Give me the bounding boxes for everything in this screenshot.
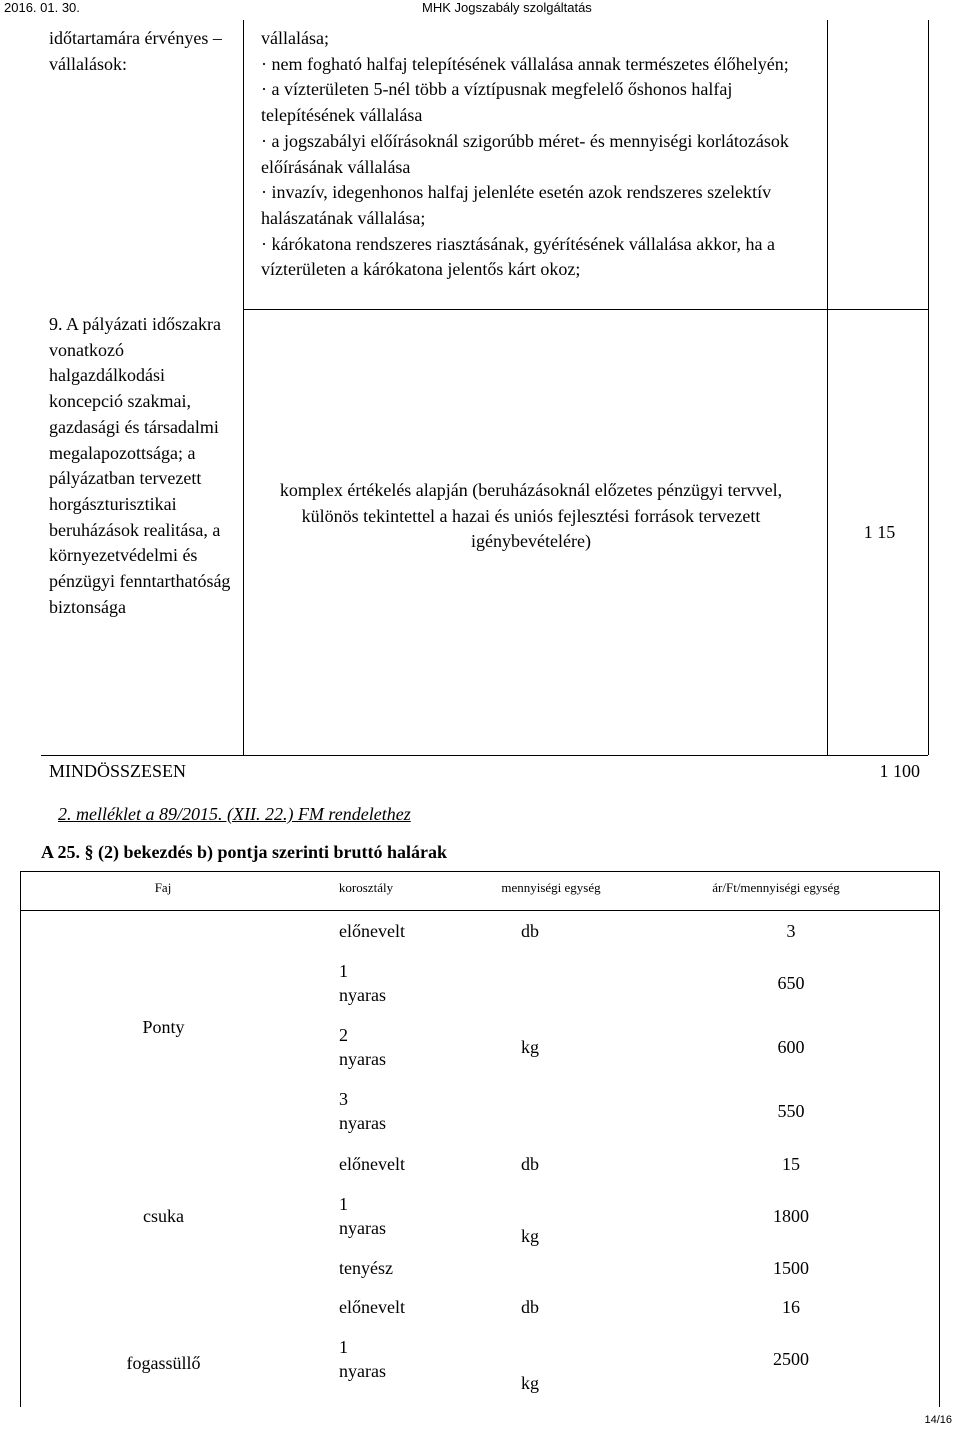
- price: 1800: [773, 1206, 809, 1226]
- col-divider-1: [243, 20, 244, 755]
- unit: kg: [521, 1226, 539, 1246]
- row9-points: 1 15: [863, 522, 896, 542]
- price: 3: [786, 921, 796, 941]
- row8-label: időtartamára érvényes – vállalások:: [49, 28, 222, 74]
- unit: kg: [521, 1373, 539, 1393]
- price: 16: [782, 1297, 800, 1317]
- species-fogassullo: fogassüllő: [126, 1353, 201, 1373]
- row8-commitments: [261, 26, 821, 283]
- print-date: 2016. 01. 30.: [4, 0, 80, 15]
- age-class: [339, 1335, 386, 1383]
- age-word: nyaras: [339, 1218, 386, 1238]
- age-number: 2: [339, 1025, 348, 1045]
- header-age-class: korosztály: [338, 880, 394, 895]
- species-ponty: Ponty: [142, 1017, 185, 1037]
- criteria-table: [41, 20, 928, 790]
- age-class: [339, 1192, 386, 1240]
- header-species: Faj: [154, 880, 172, 895]
- fish-price-table: [20, 871, 940, 1407]
- section-title: A 25. § (2) bekezdés b) pontja szerinti bruttó halárak: [41, 842, 447, 862]
- age-number: 1: [339, 961, 348, 981]
- total-points: 1 100: [879, 761, 920, 781]
- total-label: MINDÖSSZESEN: [49, 761, 187, 781]
- age-class: előnevelt: [339, 1297, 405, 1317]
- header-price: ár/Ft/mennyiségi egység: [712, 880, 840, 895]
- age-word: nyaras: [339, 1049, 386, 1069]
- commitment-item: · invazív, idegenhonos halfaj jelenléte esetén azok rendszeres szelektív halászatának vállalása;: [261, 182, 772, 228]
- commitment-item: · nem fogható halfaj telepítésének vállalása annak természetes élőhelyén;: [261, 53, 789, 74]
- unit: db: [521, 921, 539, 941]
- commitment-item: · a jogszabályi előírásoknál szigorúbb méret- és mennyiségi korlátozások előírásának vállalása: [261, 130, 789, 177]
- age-class: előnevelt: [339, 1154, 405, 1174]
- header-divider: [21, 910, 939, 911]
- commitment-item: vállalása;: [261, 28, 329, 48]
- price: 15: [782, 1154, 800, 1174]
- total-row: [49, 759, 920, 785]
- age-class: előnevelt: [339, 921, 405, 941]
- unit: kg: [521, 1037, 539, 1057]
- row9-label: 9. A pályázati időszakra vonatkozó halgazdálkodási koncepció szakmai, gazdasági és társadalmi megalapozottsága; a pályázatban tervezett horgászturisztikai beruházások realitása, a környezetvédelmi és pénzügyi fenntarthatóság biztonsága: [49, 314, 231, 617]
- age-class: [339, 1023, 386, 1071]
- price: 1500: [773, 1258, 809, 1278]
- age-number: 1: [339, 1194, 348, 1214]
- row9-method: komplex értékelés alapján (beruházásoknál előzetes pénzügyi tervvel, különös tekintettel a hazai és uniós fejlesztési források tervezett igénybevételére): [279, 480, 783, 552]
- species-csuka: csuka: [143, 1206, 184, 1226]
- row-divider-mid: [243, 309, 928, 310]
- commitment-item: · kárókatona rendszeres riasztásának, gyérítésének vállalása akkor, ha a vízterületen a kárókatona jelentős kárt okoz;: [261, 233, 776, 280]
- annex-title: 2. melléklet a 89/2015. (XII. 22.) FM rendelethez: [58, 804, 411, 824]
- age-number: 1: [339, 1337, 348, 1357]
- row-divider-total: [41, 755, 928, 756]
- header-unit: mennyiségi egység: [501, 880, 601, 895]
- age-class: [339, 959, 386, 1007]
- age-class: [339, 1087, 386, 1135]
- unit: db: [521, 1154, 539, 1174]
- age-class: tenyész: [339, 1258, 393, 1278]
- age-number: 3: [339, 1089, 348, 1109]
- age-word: nyaras: [339, 985, 386, 1005]
- price: 2500: [773, 1349, 809, 1369]
- age-word: nyaras: [339, 1113, 386, 1133]
- age-word: nyaras: [339, 1361, 386, 1381]
- unit: db: [521, 1297, 539, 1317]
- commitment-item: · a vízterületen 5-nél több a víztípusnak megfelelő őshonos halfaj telepítésének vállalása: [261, 79, 733, 126]
- price: 650: [777, 973, 805, 993]
- price: 550: [777, 1101, 805, 1121]
- print-source: MHK Jogszabály szolgáltatás: [422, 0, 592, 15]
- col-divider-3: [928, 20, 929, 755]
- col-divider-2: [827, 20, 828, 755]
- price: 600: [777, 1037, 805, 1057]
- page-number: 14/16: [924, 1414, 952, 1426]
